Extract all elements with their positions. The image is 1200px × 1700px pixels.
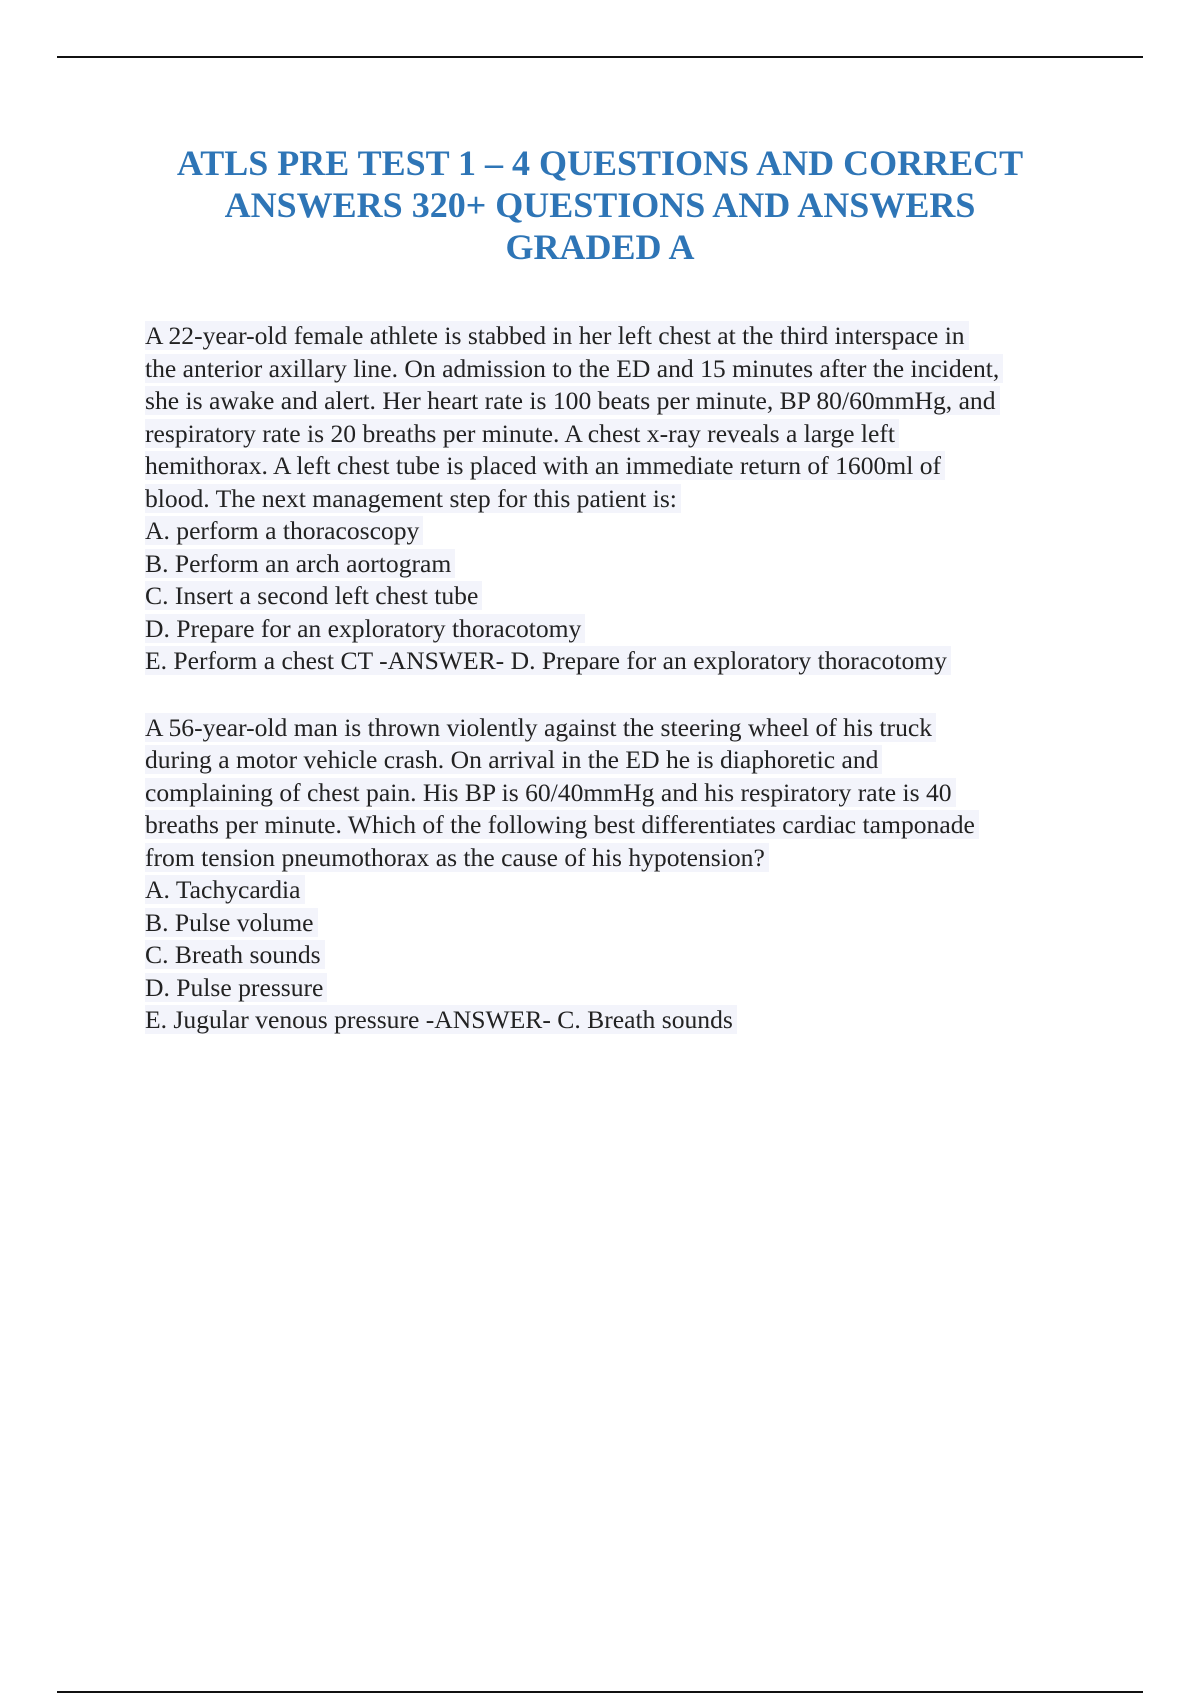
question-2-stem-line: breaths per minute. Which of the following best differentiates cardiac tamponade — [145, 810, 979, 839]
question-1-stem-line: she is awake and alert. Her heart rate is 100 beats per minute, BP 80/60mmHg, and — [145, 386, 1000, 415]
title-line-3: GRADED A — [505, 227, 695, 267]
question-2-option-e-answer: E. Jugular venous pressure -ANSWER- C. Breath sounds — [145, 1004, 1105, 1037]
document-title — [120, 142, 1080, 268]
question-1-stem — [145, 320, 1105, 515]
question-1-option-a: A. perform a thoracoscopy — [145, 515, 1105, 548]
question-2-stem-line: from tension pneumothorax as the cause of his hypotension? — [145, 843, 769, 872]
header-rule — [57, 56, 1143, 58]
question-2-options — [145, 874, 1105, 1037]
question-1-option-b: B. Perform an arch aortogram — [145, 548, 1105, 581]
question-2-option-b: B. Pulse volume — [145, 907, 1105, 940]
question-2-option-c: C. Breath sounds — [145, 939, 1105, 972]
question-1-stem-line: blood. The next management step for this patient is: — [145, 484, 681, 513]
question-1 — [145, 320, 1105, 678]
title-line-2: ANSWERS 320+ QUESTIONS AND ANSWERS — [224, 185, 976, 225]
question-1-options — [145, 515, 1105, 678]
question-2-option-d: D. Pulse pressure — [145, 972, 1105, 1005]
question-1-stem-line: respiratory rate is 20 breaths per minute. A chest x-ray reveals a large left — [145, 419, 899, 448]
question-2-stem — [145, 712, 1105, 875]
question-1-option-e-answer: E. Perform a chest CT -ANSWER- D. Prepare for an exploratory thoracotomy — [145, 645, 1105, 678]
footer-rule — [57, 1691, 1143, 1693]
question-2-stem-line: A 56-year-old man is thrown violently against the steering wheel of his truck — [145, 713, 936, 742]
question-2 — [145, 712, 1105, 1037]
question-1-stem-line: hemithorax. A left chest tube is placed with an immediate return of 1600ml of — [145, 451, 945, 480]
question-2-option-a: A. Tachycardia — [145, 874, 1105, 907]
question-1-stem-line: A 22-year-old female athlete is stabbed in her left chest at the third interspace in — [145, 321, 969, 350]
title-line-1: ATLS PRE TEST 1 – 4 QUESTIONS AND CORRECT — [176, 143, 1024, 183]
question-1-stem-line: the anterior axillary line. On admission to the ED and 15 minutes after the incident, — [145, 354, 1003, 383]
document-body — [145, 320, 1105, 1071]
question-1-option-c: C. Insert a second left chest tube — [145, 580, 1105, 613]
question-2-stem-line: complaining of chest pain. His BP is 60/40mmHg and his respiratory rate is 40 — [145, 778, 956, 807]
question-1-option-d: D. Prepare for an exploratory thoracotomy — [145, 613, 1105, 646]
question-2-stem-line: during a motor vehicle crash. On arrival in the ED he is diaphoretic and — [145, 745, 882, 774]
